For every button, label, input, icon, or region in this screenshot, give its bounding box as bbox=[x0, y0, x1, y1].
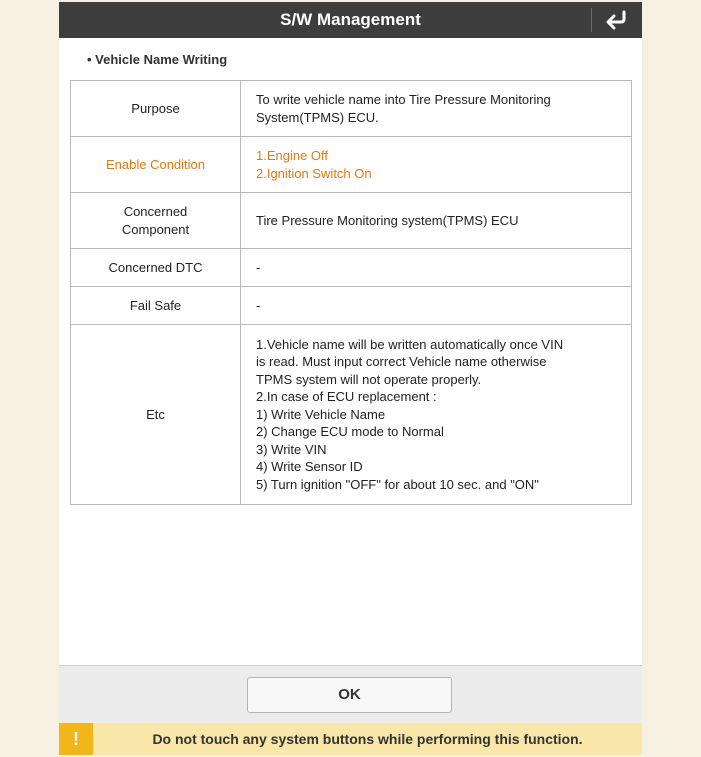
value-line: 2.In case of ECU replacement : bbox=[256, 389, 437, 405]
section-label: • Vehicle Name Writing bbox=[87, 52, 228, 67]
table-row bbox=[71, 249, 632, 287]
row-label-etc: Etc bbox=[71, 325, 241, 505]
value-line: TPMS system will not operate properly. bbox=[256, 371, 482, 387]
row-value-purpose bbox=[241, 81, 632, 137]
warning-icon: ! bbox=[59, 723, 93, 755]
title-bar bbox=[59, 2, 642, 38]
table-row bbox=[71, 137, 632, 193]
value-line: - bbox=[256, 259, 261, 275]
value-line: System(TPMS) ECU. bbox=[256, 109, 379, 125]
table-row bbox=[71, 193, 632, 249]
table-row bbox=[71, 81, 632, 137]
value-line: 2.Ignition Switch On bbox=[256, 165, 372, 181]
warning-bar bbox=[59, 723, 642, 755]
value-line: 4) Write Sensor ID bbox=[256, 459, 363, 475]
sw-management-window bbox=[59, 2, 642, 755]
label-line: Component bbox=[121, 221, 190, 237]
ok-button[interactable]: OK bbox=[247, 677, 452, 713]
info-table bbox=[70, 80, 632, 505]
row-value-concerned-component bbox=[241, 193, 632, 249]
value-line: is read. Must input correct Vehicle name otherwise bbox=[256, 354, 547, 370]
label-line: Concerned bbox=[123, 204, 188, 219]
value-line: 1.Engine Off bbox=[256, 148, 329, 163]
value-line: 2) Change ECU mode to Normal bbox=[256, 424, 444, 440]
page-title: S/W Management bbox=[280, 10, 421, 29]
value-line: - bbox=[256, 297, 261, 313]
value-line: 1.Vehicle name will be written automatically once VIN bbox=[256, 336, 564, 352]
return-arrow-icon bbox=[605, 10, 629, 30]
row-value-enable-condition bbox=[241, 137, 632, 193]
row-label-concerned-dtc: Concerned DTC bbox=[71, 249, 241, 287]
row-label-concerned-component bbox=[71, 193, 241, 249]
footer-bar bbox=[59, 665, 642, 723]
warning-text: Do not touch any system buttons while performing this function. bbox=[152, 731, 583, 747]
table-row bbox=[71, 287, 632, 325]
row-label-enable-condition: Enable Condition bbox=[71, 137, 241, 193]
value-line: 1) Write Vehicle Name bbox=[256, 406, 386, 422]
value-line: 5) Turn ignition "OFF" for about 10 sec. and "ON" bbox=[256, 476, 539, 492]
row-value-etc bbox=[241, 325, 632, 505]
row-label-fail-safe: Fail Safe bbox=[71, 287, 241, 325]
table-row bbox=[71, 325, 632, 505]
row-label-purpose: Purpose bbox=[71, 81, 241, 137]
value-line: Tire Pressure Monitoring system(TPMS) ECU bbox=[256, 212, 519, 228]
value-line: To write vehicle name into Tire Pressure Monitoring bbox=[256, 92, 551, 107]
back-button[interactable] bbox=[592, 2, 642, 38]
value-line: 3) Write VIN bbox=[256, 441, 327, 457]
row-value-concerned-dtc bbox=[241, 249, 632, 287]
row-value-fail-safe bbox=[241, 287, 632, 325]
